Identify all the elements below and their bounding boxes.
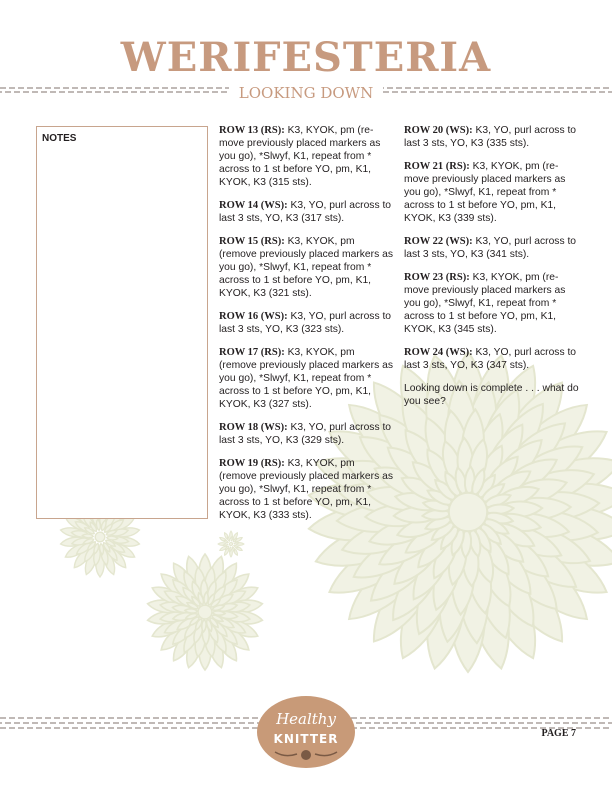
row-text: K3, KYOK, pm (re-move previously placed markers as you go), *Slwyf, K1, repeat from * across to 1 st before YO, pm, K1, KYOK, K3 (345 sts).	[404, 272, 566, 335]
row-text: K3, KYOK, pm (remove previously placed markers as you go), *Slwyf, K1, repeat from * across to 1 st before YO, pm, K1, KYOK, K3 (333 sts).	[219, 458, 393, 521]
healthy-knitter-logo	[257, 696, 355, 768]
instructions-column-1	[219, 124, 395, 532]
page-number: PAGE 7	[541, 728, 576, 739]
row-text: K3, YO, purl across to last 3 sts, YO, K3 (329 sts).	[219, 422, 392, 446]
row-text: K3, KYOK, pm (remove previously placed markers as you go), *Slwyf, K1, repeat from * across to 1 st before YO, pm, K1, KYOK, K3 (327 sts).	[219, 347, 393, 410]
row-instruction	[219, 235, 395, 300]
notes-box	[36, 126, 208, 519]
row-label: ROW 21 (RS):	[404, 161, 470, 172]
row-instruction	[219, 457, 395, 522]
row-text: K3, KYOK, pm (re-move previously placed markers as you go), *Slwyf, K1, repeat from * across to 1 st before YO, pm, K1, KYOK, K3 (339 sts).	[404, 161, 566, 224]
row-text: K3, YO, purl across to last 3 sts, YO, K3 (341 sts).	[404, 236, 577, 260]
row-label: ROW 19 (RS):	[219, 458, 285, 469]
row-instruction	[404, 160, 580, 225]
row-label: ROW 22 (WS):	[404, 236, 473, 247]
row-text: K3, YO, purl across to last 3 sts, YO, K3 (347 sts).	[404, 347, 577, 371]
row-label: ROW 20 (WS):	[404, 125, 473, 136]
yarn-ball-icon	[301, 750, 311, 760]
row-text: K3, KYOK, pm (re-move previously placed markers as you go), *Slwyf, K1, repeat from * across to 1 st before YO, pm, K1, KYOK, K3 (315 sts).	[219, 125, 381, 188]
row-instruction	[219, 421, 395, 447]
row-instruction	[404, 235, 580, 261]
row-label: ROW 23 (RS):	[404, 272, 470, 283]
row-label: ROW 18 (WS):	[219, 422, 288, 433]
row-text: K3, YO, purl across to last 3 sts, YO, K3 (335 sts).	[404, 125, 577, 149]
closing-text: Looking down is complete . . . what do you see?	[404, 383, 579, 407]
laurel-icon	[257, 696, 355, 768]
row-text: K3, YO, purl across to last 3 sts, YO, K3 (323 sts).	[219, 311, 392, 335]
row-text: K3, YO, purl across to last 3 sts, YO, K3 (317 sts).	[219, 200, 392, 224]
row-label: ROW 24 (WS):	[404, 347, 473, 358]
logo-bottom-text: KNITTER	[273, 732, 339, 746]
notes-label: NOTES	[42, 133, 77, 144]
row-instruction	[404, 346, 580, 372]
subtitle-text: LOOKING DOWN	[229, 84, 383, 102]
row-label: ROW 17 (RS):	[219, 347, 285, 358]
logo-top-text: Healthy	[276, 710, 336, 728]
row-text: K3, KYOK, pm (remove previously placed markers as you go), *Slwyf, K1, repeat from * across to 1 st before YO, pm, K1, KYOK, K3 (321 sts).	[219, 236, 393, 299]
row-instruction	[219, 310, 395, 336]
section-subtitle	[0, 84, 612, 102]
pattern-title: WERIFESTERIA	[120, 34, 492, 81]
instructions-column-2	[404, 124, 580, 418]
row-label: ROW 14 (WS):	[219, 200, 288, 211]
row-label: ROW 13 (RS):	[219, 125, 285, 136]
row-label: ROW 16 (WS):	[219, 311, 288, 322]
row-label: ROW 15 (RS):	[219, 236, 285, 247]
row-instruction	[219, 199, 395, 225]
row-instruction	[404, 271, 580, 336]
row-instruction	[219, 346, 395, 411]
row-instruction	[404, 124, 580, 150]
row-instruction	[219, 124, 395, 189]
